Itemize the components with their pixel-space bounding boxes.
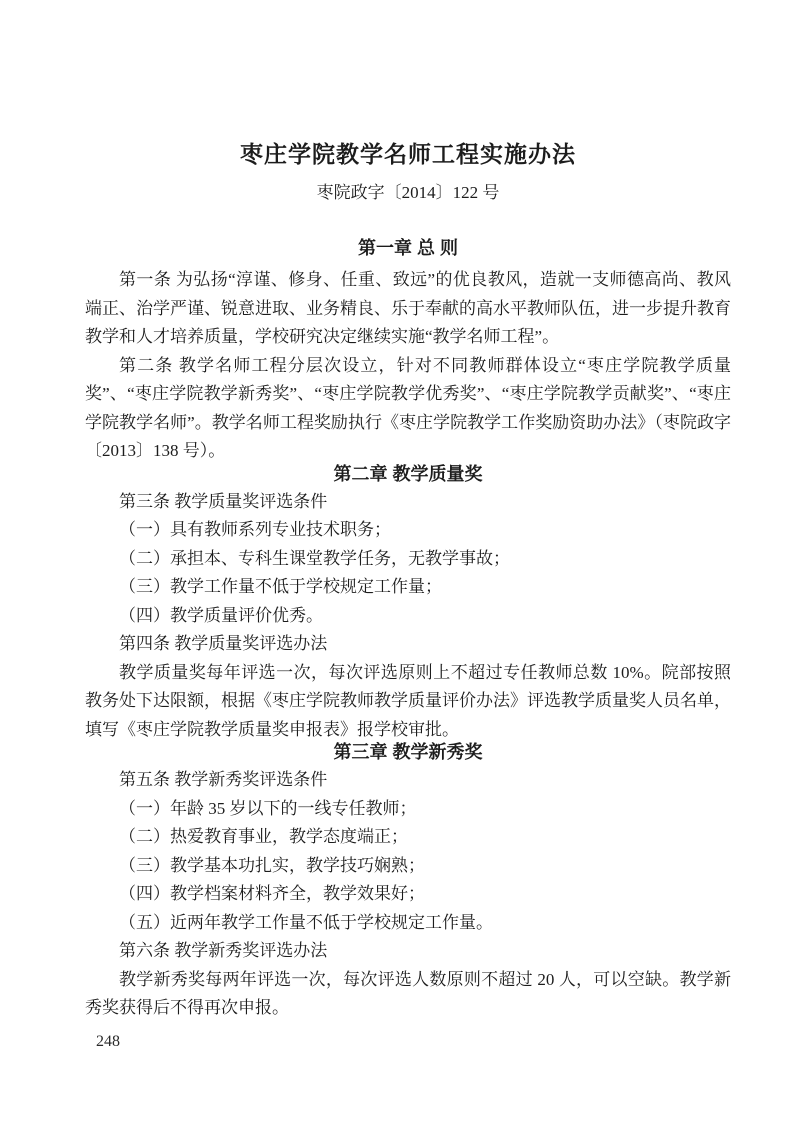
list-item-paragraph: （一）具有教师系列专业技术职务；	[119, 520, 391, 539]
list-item-paragraph: （四）教学质量评价优秀。	[119, 605, 323, 625]
clause-paragraph: 第五条 教学新秀奖评选条件	[119, 770, 328, 789]
chapter-heading-2: 第二章 教学质量奖	[333, 463, 483, 484]
list-item-paragraph: （一）年龄 35 岁以下的一线专任教师；	[119, 798, 417, 818]
list-item-paragraph: （五）近两年教学工作量不低于学校规定工作量。	[119, 912, 493, 932]
clause-paragraph: 第三条 教学质量奖评选条件	[119, 491, 328, 511]
chapter-heading-3: 第三章 教学新秀奖	[333, 742, 483, 762]
list-item-paragraph: （四）教学档案材料齐全，教学效果好；	[119, 884, 425, 903]
list-item-paragraph: （二）承担本、专科生课堂教学任务，无教学事故；	[119, 548, 510, 568]
clause-paragraph: 第二条 教学名师工程分层次设立，针对不同教师群体设立“枣庄学院教学质量奖”、“枣庄学院教学新秀奖”、“枣庄学院教学优秀奖”、“枣庄学院教学贡献奖”、“枣庄学院教学名师”。教学名师工程奖励执行《枣庄学院教学工作奖励资助办法》（枣院政字〔2013〕138 号）。	[85, 355, 731, 460]
document-content	[85, 138, 731, 1023]
list-item-paragraph: （三）教学工作量不低于学校规定工作量；	[119, 577, 442, 596]
page-number: 248	[96, 1033, 120, 1050]
body-paragraph: 教学新秀奖每两年评选一次，每次评选人数原则不超过 20 人，可以空缺。教学新秀奖获得后不得再次申报。	[85, 969, 731, 1017]
clause-paragraph: 第六条 教学新秀奖评选办法	[119, 941, 328, 960]
document-title: 枣庄学院教学名师工程实施办法	[240, 141, 576, 167]
chapter-heading-1: 第一章 总 则	[357, 238, 458, 258]
clause-paragraph: 第一条 为弘扬“淳谨、修身、任重、致远”的优良教风，造就一支师德高尚、教风端正、治学严谨、锐意进取、业务精良、乐于奉献的高水平教师队伍，进一步提升教育教学和人才培养质量，学校研究决定继续实施“教学名师工程”。	[85, 270, 731, 346]
list-item-paragraph: （二）热爱教育事业，教学态度端正；	[119, 827, 408, 846]
clause-paragraph: 第四条 教学质量奖评选办法	[119, 634, 328, 653]
body-paragraph: 教学质量奖每年评选一次，每次评选原则上不超过专任教师总数 10%。院部按照教务处下达限额，根据《枣庄学院教师教学质量评价办法》评选教学质量奖人员名单，填写《枣庄学院教学质量奖申报表》报学校审批。	[85, 662, 731, 739]
list-item-paragraph: （三）教学基本功扎实，教学技巧娴熟；	[119, 855, 425, 875]
document-number: 枣院政字〔2014〕122 号	[316, 183, 500, 202]
